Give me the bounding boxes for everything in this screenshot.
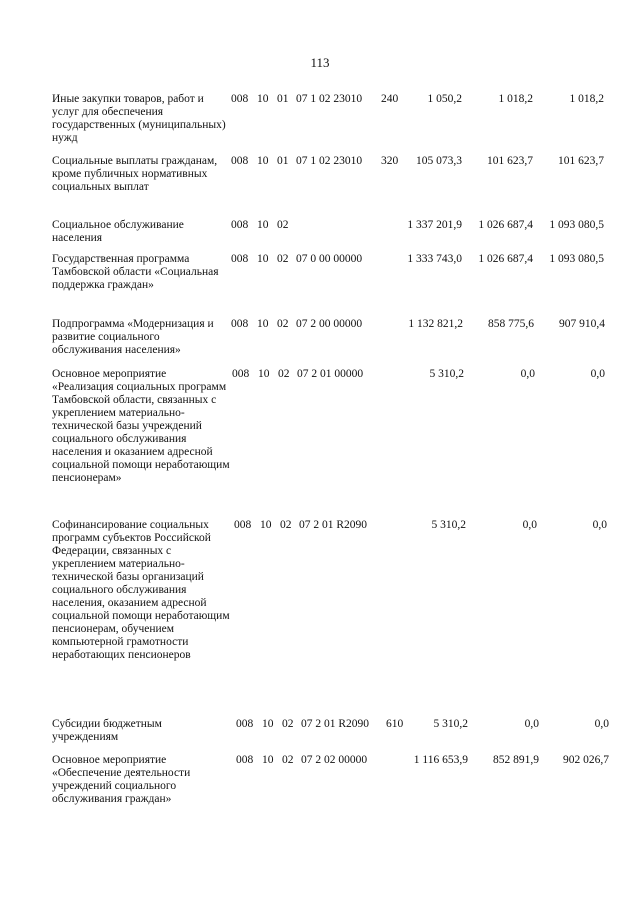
section-code: 10 [262, 754, 274, 766]
target-code: 07 1 02 23010 [296, 93, 363, 105]
amount-year-1: 105 073,3 [416, 155, 462, 167]
subsection-code: 02 [282, 718, 294, 730]
amount-year-2: 0,0 [520, 368, 535, 380]
amount-year-2: 101 623,7 [487, 155, 533, 167]
target-code: 07 2 02 00000 [301, 754, 368, 766]
amount-year-3: 101 623,7 [558, 155, 604, 167]
amount-year-1: 1 050,2 [427, 93, 462, 105]
subsection-code: 01 [277, 155, 289, 167]
target-code: 07 1 02 23010 [296, 155, 363, 167]
amount-year-2: 852 891,9 [493, 754, 539, 766]
ministry-code: 008 [231, 253, 249, 265]
section-code: 10 [262, 718, 274, 730]
amount-year-3: 1 093 080,5 [549, 219, 604, 231]
target-code: 07 2 01 00000 [297, 368, 364, 380]
expense-kind-code: 610 [386, 718, 404, 730]
amount-year-3: 902 026,7 [563, 754, 609, 766]
row-name: Государственная программа Тамбовской области «Социальная поддержка граждан» [52, 253, 219, 291]
target-code: 07 2 01 R2090 [301, 718, 370, 730]
target-code: 07 2 01 R2090 [299, 519, 368, 531]
row-name: Основное мероприятие «Обеспечение деятельности учреждений социального обслуживания граждан» [52, 754, 191, 805]
section-code: 10 [258, 368, 270, 380]
row-name: Субсидии бюджетным учреждениям [52, 718, 162, 743]
ministry-code: 008 [231, 219, 249, 231]
subsection-code: 02 [280, 519, 292, 531]
target-code: 07 2 00 00000 [296, 318, 363, 330]
section-code: 10 [257, 155, 269, 167]
ministry-code: 008 [234, 519, 252, 531]
row-name: Социальные выплаты гражданам, кроме публичных нормативных социальных выплат [52, 155, 218, 193]
ministry-code: 008 [231, 155, 249, 167]
expense-kind-code: 320 [381, 155, 399, 167]
section-code: 10 [257, 253, 269, 265]
ministry-code: 008 [232, 368, 250, 380]
amount-year-3: 1 093 080,5 [549, 253, 604, 265]
row-name: Основное мероприятие «Реализация социальных программ Тамбовской области, связанных с укреплением материально-технической базы учреждений социального обслуживания населения и оказанием адресной социальной помощи неработающим пенсионерам» [52, 368, 230, 484]
amount-year-3: 0,0 [594, 718, 609, 730]
subsection-code: 01 [277, 93, 289, 105]
amount-year-1: 5 310,2 [429, 368, 464, 380]
ministry-code: 008 [231, 93, 249, 105]
expense-kind-code: 240 [381, 93, 399, 105]
amount-year-2: 1 018,2 [498, 93, 533, 105]
ministry-code: 008 [231, 318, 249, 330]
amount-year-3: 907 910,4 [559, 318, 605, 330]
subsection-code: 02 [277, 219, 289, 231]
amount-year-3: 1 018,2 [569, 93, 604, 105]
row-name: Иные закупки товаров, работ и услуг для обеспечения государственных (муниципальных) нужд [52, 93, 226, 144]
amount-year-2: 1 026 687,4 [478, 253, 533, 265]
amount-year-1: 1 337 201,9 [407, 219, 462, 231]
subsection-code: 02 [277, 253, 289, 265]
ministry-code: 008 [236, 718, 254, 730]
target-code: 07 0 00 00000 [296, 253, 363, 265]
amount-year-2: 1 026 687,4 [478, 219, 533, 231]
amount-year-3: 0,0 [592, 519, 607, 531]
amount-year-2: 0,0 [522, 519, 537, 531]
subsection-code: 02 [282, 754, 294, 766]
row-name: Подпрограмма «Модернизация и развитие социального обслуживания населения» [52, 318, 214, 356]
section-code: 10 [257, 318, 269, 330]
subsection-code: 02 [277, 318, 289, 330]
section-code: 10 [260, 519, 272, 531]
amount-year-1: 1 116 653,9 [413, 754, 468, 766]
amount-year-1: 1 132 821,2 [408, 318, 463, 330]
section-code: 10 [257, 93, 269, 105]
row-name: Социальное обслуживание населения [52, 219, 184, 244]
subsection-code: 02 [278, 368, 290, 380]
amount-year-1: 5 310,2 [431, 519, 466, 531]
row-name: Софинансирование социальных программ субъектов Российской Федерации, связанных с укреплением материально-технической базы организаций социального обслуживания населения, оказанием адресной социальной помощи неработающим пенсионерам, обучением компьютерной грамотности неработающих пенсионеров [52, 519, 230, 661]
page-number: 113 [310, 55, 330, 70]
amount-year-3: 0,0 [590, 368, 605, 380]
amount-year-2: 0,0 [524, 718, 539, 730]
amount-year-1: 1 333 743,0 [407, 253, 462, 265]
section-code: 10 [257, 219, 269, 231]
amount-year-2: 858 775,6 [488, 318, 534, 330]
ministry-code: 008 [236, 754, 254, 766]
amount-year-1: 5 310,2 [433, 718, 468, 730]
